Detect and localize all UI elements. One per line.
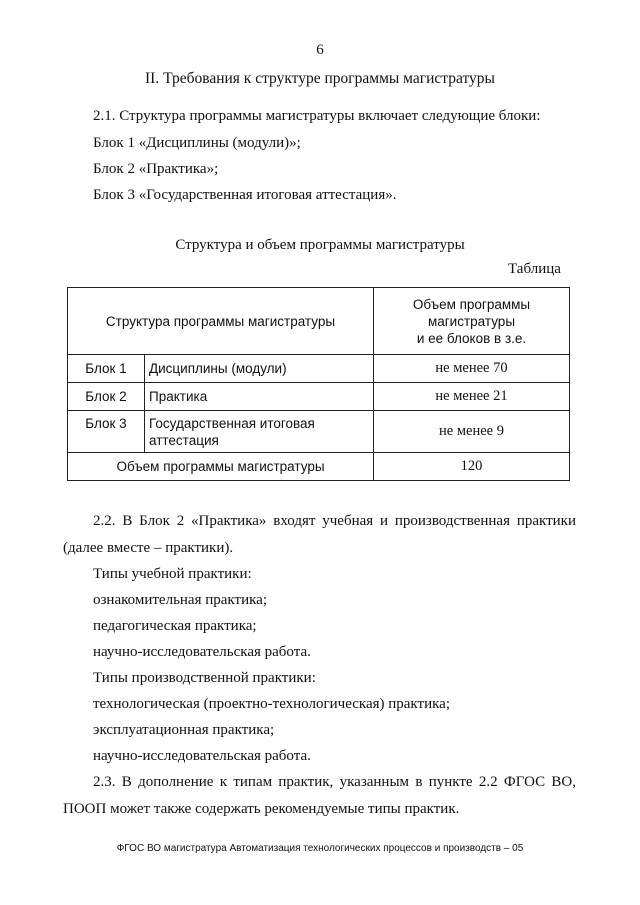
- value-cell: не менее 21: [374, 383, 570, 411]
- edu-practice-item: научно-исследовательская работа.: [93, 644, 311, 660]
- table-row: [68, 411, 570, 453]
- program-structure-table: [67, 287, 570, 481]
- block-3-item: Блок 3 «Государственная итоговая аттестация».: [93, 187, 397, 203]
- name-cell: Дисциплины (модули): [145, 355, 374, 383]
- name-cell-line: Государственная итоговая: [149, 415, 315, 431]
- edu-practice-item: педагогическая практика;: [93, 618, 257, 634]
- block-cell: Блок 1: [68, 355, 145, 383]
- table-row: [68, 383, 570, 411]
- table-caption: Структура и объем программы магистратуры: [175, 237, 465, 253]
- paragraph-2-3-line-2: ПООП может также содержать рекомендуемые типы практик.: [63, 801, 460, 817]
- header-volume: [374, 288, 570, 355]
- edu-practice-item: ознакомительная практика;: [93, 592, 267, 608]
- total-label: Объем программы магистратуры: [68, 453, 374, 481]
- block-1-item: Блок 1 «Дисциплины (модули)»;: [93, 135, 301, 151]
- prod-practice-types-title: Типы производственной практики:: [93, 670, 316, 686]
- table-row: [68, 355, 570, 383]
- paragraph-2-1: 2.1. Структура программы магистратуры включает следующие блоки:: [93, 108, 541, 124]
- header-volume-line: Объем программы: [412, 296, 531, 312]
- page-number: 6: [316, 42, 324, 58]
- value-cell: не менее 9: [374, 411, 570, 453]
- table-header-row: [68, 288, 570, 355]
- prod-practice-item: научно-исследовательская работа.: [93, 748, 311, 764]
- block-2-item: Блок 2 «Практика»;: [93, 161, 219, 177]
- name-cell-line: аттестация: [149, 432, 219, 448]
- paragraph-2-2-line-2: (далее вместе – практики).: [63, 540, 234, 556]
- block-cell: Блок 3: [68, 411, 145, 453]
- header-volume-line: и ее блоков в з.е.: [416, 330, 527, 346]
- value-cell: не менее 70: [374, 355, 570, 383]
- total-value: 120: [374, 453, 570, 481]
- block-cell: Блок 2: [68, 383, 145, 411]
- page-footer: ФГОС ВО магистратура Автоматизация технологических процессов и производств – 05: [116, 843, 524, 854]
- paragraph-2-2-line-1: 2.2. В Блок 2 «Практика» входят учебная и производственная практики: [93, 513, 576, 529]
- paragraph-2-3-line-1: 2.3. В дополнение к типам практик, указанным в пункте 2.2 ФГОС ВО,: [93, 774, 576, 790]
- name-cell: Практика: [145, 383, 374, 411]
- header-structure: Структура программы магистратуры: [68, 288, 374, 355]
- prod-practice-item: технологическая (проектно-технологическая) практика;: [93, 696, 450, 712]
- table-label: Таблица: [508, 261, 561, 277]
- prod-practice-item: эксплуатационная практика;: [93, 722, 275, 738]
- name-cell: [145, 411, 374, 453]
- section-title: II. Требования к структуре программы магистратуры: [145, 70, 495, 87]
- table-total-row: [68, 453, 570, 481]
- header-volume-line: магистратуры: [427, 313, 516, 329]
- edu-practice-types-title: Типы учебной практики:: [93, 566, 252, 582]
